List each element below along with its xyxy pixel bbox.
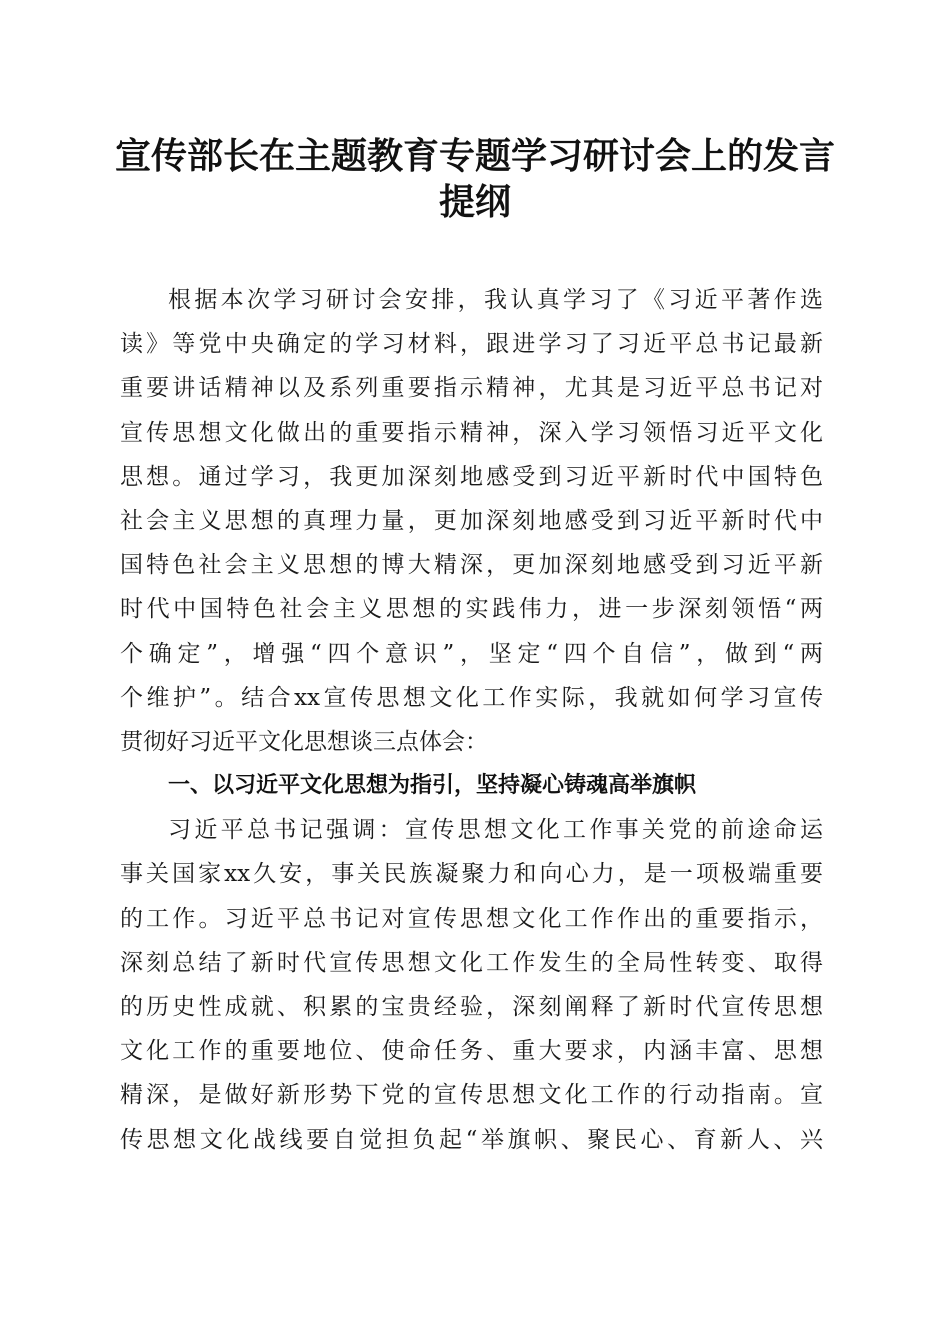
paragraph-line: 文化工作的重要地位、使命任务、重大要求，内涵丰富、思想 [120, 1038, 823, 1065]
title-line-2: 提纲 [438, 181, 511, 223]
paragraph-line: 时代中国特色社会主义思想的实践伟力，进一步深刻领悟“两 [120, 596, 823, 623]
paragraph-line: 重要讲话精神以及系列重要指示精神，尤其是习近平总书记对 [120, 375, 823, 402]
paragraph-2 [120, 808, 823, 1162]
paragraph-line: 思想。通过学习，我更加深刻地感受到习近平新时代中国特色 [120, 463, 823, 490]
paragraph-line: 社会主义思想的真理力量，更加深刻地感受到习近平新时代中 [120, 507, 823, 534]
section-heading-1: 一、以习近平文化思想为指引，坚持凝心铸魂高举旗帜 [168, 773, 697, 799]
paragraph-line: 深刻总结了新时代宣传思想文化工作发生的全局性转变、取得 [120, 949, 823, 976]
paragraph-line: 传思想文化战线要自觉担负起“举旗帜、聚民心、育新人、兴 [120, 1126, 823, 1153]
document-title [100, 133, 850, 225]
title-line-1: 宣传部长在主题教育专题学习研讨会上的发言 [114, 135, 835, 177]
paragraph-1 [120, 278, 823, 764]
paragraph-line: 事关国家xx久安，事关民族凝聚力和向心力，是一项极端重要 [120, 861, 823, 888]
paragraph-line: 根据本次学习研讨会安排，我认真学习了《习近平著作选 [168, 287, 823, 313]
paragraph-line: 的历史性成就、积累的宝贵经验，深刻阐释了新时代宣传思想 [120, 994, 823, 1020]
paragraph-line: 精深，是做好新形势下党的宣传思想文化工作的行动指南。宣 [120, 1082, 823, 1109]
paragraph-line: 个维护”。结合xx宣传思想文化工作实际，我就如何学习宣传 [120, 684, 823, 711]
paragraph-line: 读》等党中央确定的学习材料，跟进学习了习近平总书记最新 [120, 331, 823, 358]
paragraph-line: 国特色社会主义思想的博大精深，更加深刻地感受到习近平新 [120, 552, 823, 579]
paragraph-line: 的工作。习近平总书记对宣传思想文化工作作出的重要指示， [120, 905, 823, 932]
paragraph-line: 贯彻好习近平文化思想谈三点体会： [120, 728, 488, 755]
document-body [120, 278, 823, 1162]
paragraph-line: 个确定”，增强“四个意识”，坚定“四个自信”，做到“两 [120, 640, 823, 667]
paragraph-line: 习近平总书记强调：宣传思想文化工作事关党的前途命运 [168, 817, 823, 844]
paragraph-line: 宣传思想文化做出的重要指示精神，深入学习领悟习近平文化 [120, 419, 823, 446]
